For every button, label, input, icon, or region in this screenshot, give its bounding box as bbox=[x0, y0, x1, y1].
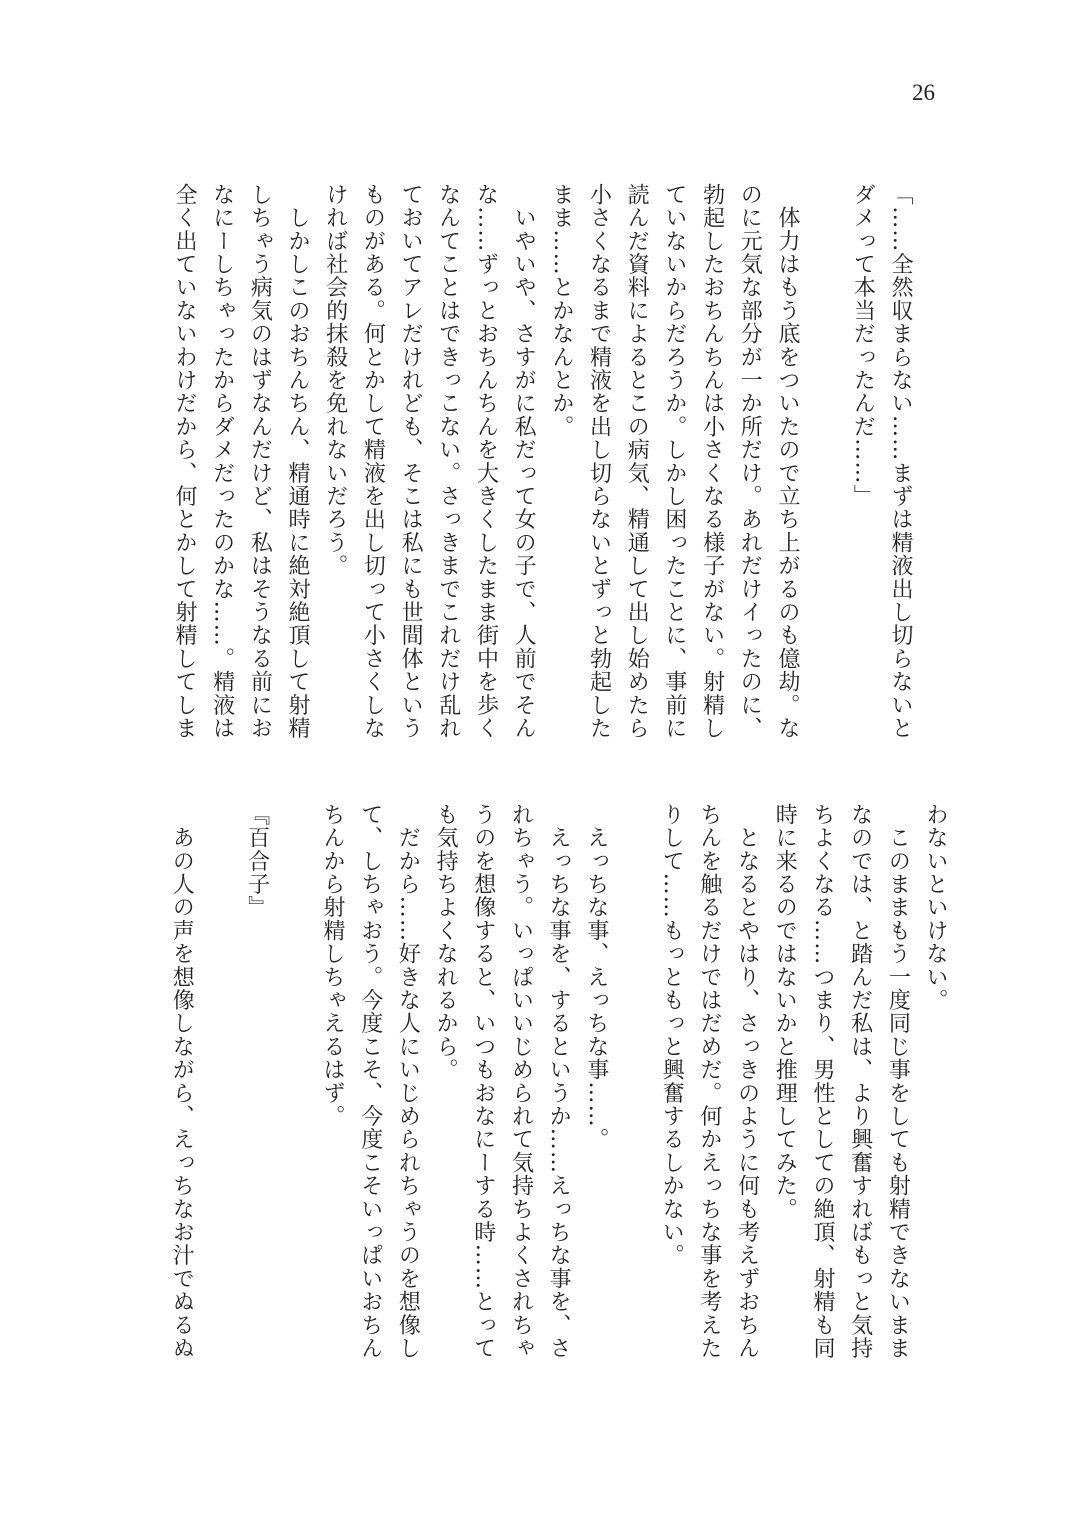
text-column bbox=[276, 803, 314, 1403]
text-column bbox=[806, 183, 844, 783]
text-column: ければ社会的抹殺を免れないだろう。 bbox=[322, 183, 348, 578]
text-column: ものがある。何とかして精液を出し切って小さくしな bbox=[360, 183, 386, 740]
text-column: 勃起したおちんちんは小さくなる様子がない。射精し bbox=[699, 183, 725, 740]
text-column: なのでは、と踏んだ私は、より興奮すればもっと気持 bbox=[847, 803, 873, 1360]
text-column: ていないからだろうか。しかし困ったことに、事前に bbox=[661, 183, 687, 740]
text-column: しちゃう病気のはずなんだけど、私はそうなる前にお bbox=[247, 183, 273, 740]
text-column: このままもう一度同じ事をしても射精できないまま bbox=[885, 803, 911, 1360]
text-column: ておいてアレだけれども、そこは私にも世間体という bbox=[398, 183, 424, 740]
text-column: 『百合子』 bbox=[244, 803, 270, 919]
text-column: ちんから射精しちゃえるはず。 bbox=[320, 803, 345, 1128]
text-block-upper bbox=[165, 183, 919, 783]
text-column: ちよくなる……つまり、男性としての絶頂、射精も同 bbox=[809, 803, 835, 1360]
text-column: 体力はもう底をついたので立ち上がるのも億劫。な bbox=[774, 183, 800, 740]
text-column: ちんを触るだけではだめだ。何かえっちな事を考えた bbox=[696, 803, 722, 1360]
text-column: わないといけない。 bbox=[923, 803, 948, 1012]
text-column: なんてことはできっこない。さっきまでこれだけ乱れ bbox=[435, 183, 461, 740]
text-column: ダメって本当だったんだ……」 bbox=[850, 183, 876, 508]
text-column: しかしこのおちんちん、精通時に絶対絶頂して射精 bbox=[285, 183, 310, 740]
text-column: うのを想像すると、いつもおなにーする時……とって bbox=[470, 803, 496, 1360]
text-column: な……ずっとおちんちんを大きくしたまま街中を歩く bbox=[473, 183, 499, 740]
text-column: いやいや、さすがに私だって女の子で、人前でそん bbox=[511, 183, 537, 740]
text-column: も気持ちよくなれるから。 bbox=[433, 803, 459, 1082]
text-column: 全く出ていないわけだから、何とかして射精してしま bbox=[171, 183, 197, 740]
text-column: のに元気な部分が一か所だけ。あれだけイったのに、 bbox=[737, 183, 763, 740]
text-column: れちゃう。いっぱいいじめられて気持ちよくされちゃ bbox=[508, 803, 534, 1360]
text-block-lower bbox=[163, 803, 954, 1403]
text-column: あの人の声を想像しながら、えっちなお汁でぬるぬ bbox=[169, 803, 195, 1360]
text-column: なにーしちゃったからダメだったのかな……。精液は bbox=[209, 183, 235, 740]
text-column: りして……もっともっと興奮するしかない。 bbox=[659, 803, 685, 1267]
text-column: まま……とかなんとか。 bbox=[548, 183, 574, 439]
text-column: となるとやはり、さっきのように何も考えずおちん bbox=[734, 803, 760, 1360]
text-column bbox=[200, 803, 238, 1403]
text-column: えっちな事を、するというか……えっちな事を、さ bbox=[546, 803, 572, 1360]
text-column: えっちな事、えっちな事……。 bbox=[583, 803, 609, 1151]
text-column: て、しちゃおう。今度こそ、今度こそいっぱいおちん bbox=[357, 803, 383, 1360]
text-column: だから……好きな人にいじめられちゃうのを想像し bbox=[395, 803, 421, 1360]
text-column bbox=[615, 803, 653, 1403]
page-number: 26 bbox=[912, 80, 935, 105]
text-column: 「……全然収まらない……まずは精液出し切らないと bbox=[888, 183, 913, 740]
text-column: 時に来るのではないかと推理してみた。 bbox=[772, 803, 798, 1221]
text-column: 読んだ資料によるとこの病気、精通して出し始めたら bbox=[624, 183, 650, 740]
text-column: 小さくなるまで精液を出し切らないとずっと勃起した bbox=[586, 183, 612, 740]
